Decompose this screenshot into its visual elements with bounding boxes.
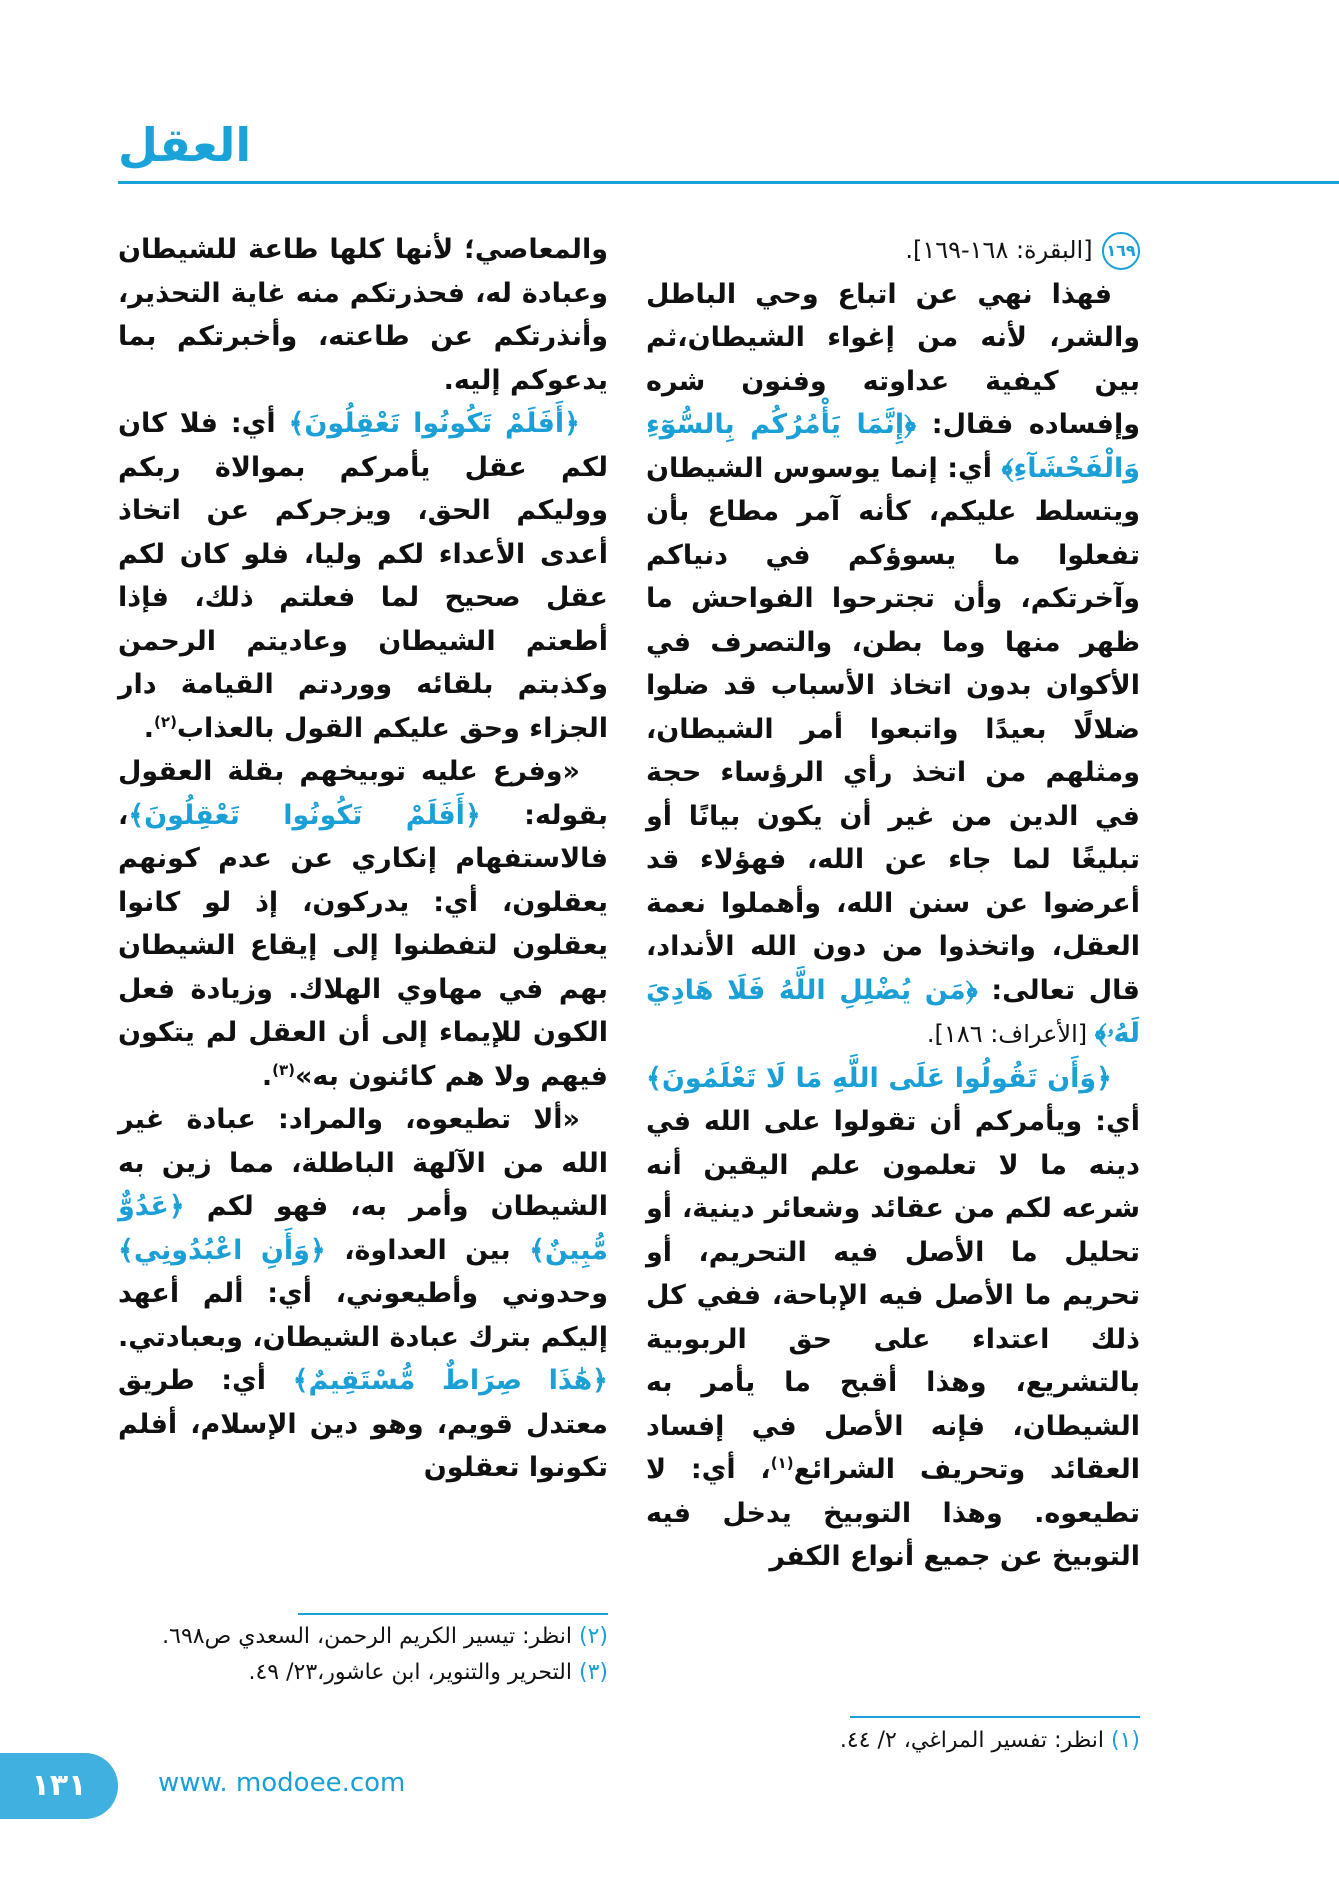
quran-quote: ﴿وَأَن تَقُولُوا عَلَى اللَّهِ مَا لَا تَعْلَمُونَ﴾	[646, 1062, 1112, 1094]
footnotes-right	[646, 1724, 1140, 1760]
footnotes-left	[118, 1620, 608, 1692]
quran-quote: ﴿أَفَلَمْ تَكُونُوا تَعْقِلُونَ﴾	[128, 799, 481, 831]
text-run: .	[261, 1060, 273, 1092]
footnote-text: انظر: تفسير المراغي، ٢/ ٤٤.	[839, 1728, 1104, 1753]
footnote	[118, 1656, 608, 1690]
text-run: «وفرع عليه توبيخهم بقلة العقول بقوله:	[118, 756, 608, 831]
text-run: وحدوني وأطيعوني، أي: ألم أعهد إليكم بترك عبادة الشيطان، وبعبادتي.	[118, 1278, 608, 1353]
text-run: والمعاصي؛ لأنها كلها طاعة للشيطان وعبادة له، فحذرتكم منه غاية التحذير، وأنذرتكم عن طاعته، وأخبرتكم بما يدعوكم إليه.	[118, 234, 608, 396]
text-run: أي: ويأمركم أن تقولوا على الله في دينه ما لا تعلمون علم اليقين أنه شرعه لكم من عقائد وشعائر دينية، أو تحليل ما الأصل فيه التحريم، أو تحريم ما الأصل فيه الإباحة، ففي كل ذلك اعتداء على حق الربوبية بالتشريع، وهذا أقبح ما يأمر به الشيطان، فإنه الأصل في إفساد العقائد وتحريف الشرائع	[646, 1106, 1140, 1485]
paragraph	[118, 1098, 608, 1490]
website-link[interactable]: www. modoee.com	[158, 1768, 406, 1798]
left-column	[118, 228, 608, 1490]
text-run: أي: إنما يوسوس الشيطان ويتسلط عليكم، كأنه آمر مطاع بأن تفعلوا ما يسوؤكم في دنياكم وآخرتكم، وأن تجترحوا الفواحش ما ظهر منها وما بطن، والتصرف في الأكوان بدون اتخاذ الأسباب قد ضلوا ضلالًا بعيدًا واتبعوا أمر الشيطان، ومثلهم من اتخذ رأي الرؤساء حجة في الدين من غير أن يكون بيانًا أو تبليغًا لما جاء عن الله، فهؤلاء قد أعرضوا عن سنن الله، وأهملوا نعمة العقل، واتخذوا من دون الله الأنداد، قال تعالى:	[646, 452, 1140, 1006]
footnote	[646, 1724, 1140, 1758]
text-run: ، أي: لا تطيعوه. وهذا التوبيخ يدخل فيه التوبيخ عن جميع أنواع الكفر	[646, 1454, 1140, 1572]
header-divider	[118, 181, 1339, 184]
paragraph	[646, 273, 1140, 1057]
text-run: ، فالاستفهام إنكاري عن عدم كونهم يعقلون، أي: يدركون، إذ لو كانوا يعقلون لتفطنوا إلى إيقاع الشيطان بهم في مهاوي الهلاك. وزيادة فعل الكون للإيماء إلى أن العقل لم يتكون فيهم ولا هم كائنون به»	[118, 799, 608, 1092]
surah-reference: [الأعراف: ١٨٦].	[926, 1020, 1095, 1048]
chapter-title: العقل	[118, 118, 252, 172]
paragraph	[118, 228, 608, 402]
footnote-number: (٢)	[578, 1624, 608, 1649]
quran-quote: ﴿عَدُوٌّ مُّبِينٌ﴾	[118, 1191, 608, 1266]
quran-quote: ﴿أَفَلَمْ تَكُونُوا تَعْقِلُونَ﴾	[288, 408, 580, 439]
text-run: أي: فلا كان لكم عقل يأمركم بموالاة ربكم ووليكم الحق، ويزجركم عن اتخاذ أعدى الأعداء لكم وليا، فلو كان لكم عقل صحيح لما فعلتم ذلك، فإذا أطعتم الشيطان وعاديتم الرحمن وكذبتم بلقائه ووردتم القيامة دار الجزاء وحق عليكم القول بالعذاب	[118, 408, 608, 744]
footnote-text: التحرير والتنوير، ابن عاشور،٢٣/ ٤٩.	[248, 1660, 572, 1685]
footnote-marker[interactable]: (٢)	[154, 712, 177, 731]
quran-quote: ﴿مَن يُضْلِلِ اللَّهُ فَلَا هَادِيَ لَهُۥ﴾	[646, 974, 1140, 1049]
footnote-number: (٣)	[578, 1660, 608, 1685]
footnote-divider	[850, 1716, 1140, 1718]
footnote-number: (١)	[1110, 1728, 1140, 1753]
footnote-marker[interactable]: (٣)	[272, 1060, 295, 1079]
verse-reference-line	[646, 228, 1140, 273]
footnote-marker[interactable]: (١)	[770, 1454, 794, 1472]
text-run: فهذا نهي عن اتباع وحي الباطل والشر، لأنه من إغواء الشيطان،ثم بين كيفية عداوته وفنون شره وإفساده فقال:	[646, 278, 1140, 440]
quran-quote: ﴿إِنَّمَا يَأْمُرُكُم بِالسُّوٓءِ وَالْفَحْشَآءِ﴾	[646, 409, 1140, 484]
text-run: بين العداوة،	[325, 1234, 530, 1266]
quran-quote: ﴿وَأَنِ اعْبُدُونِي﴾	[118, 1234, 326, 1266]
surah-reference: [البقرة: ١٦٨-١٦٩].	[905, 236, 1093, 264]
text-run: .	[143, 712, 155, 744]
ayah-number-badge: ١٦٩	[1102, 232, 1140, 270]
quran-quote: ﴿هَٰذَا صِرَاطٌ مُّسْتَقِيمٌ﴾	[292, 1365, 608, 1396]
paragraph	[118, 402, 608, 750]
footnote-text: انظر: تيسير الكريم الرحمن، السعدي ص٦٩٨.	[162, 1624, 572, 1649]
right-column	[646, 228, 1140, 1579]
text-run: «ألا تطيعوه، والمراد: عبادة غير الله من الآلهة الباطلة، مما زين به الشيطان وأمر به، فهو لكم	[118, 1104, 608, 1222]
paragraph	[118, 750, 608, 1098]
footnote-divider	[298, 1613, 608, 1615]
text-run: أي: طريق معتدل قويم، وهو دين الإسلام، أفلم تكونوا تعقلون	[118, 1365, 608, 1483]
footnote	[118, 1620, 608, 1654]
page-number-badge: ١٣١	[0, 1753, 118, 1819]
paragraph	[646, 1057, 1140, 1579]
